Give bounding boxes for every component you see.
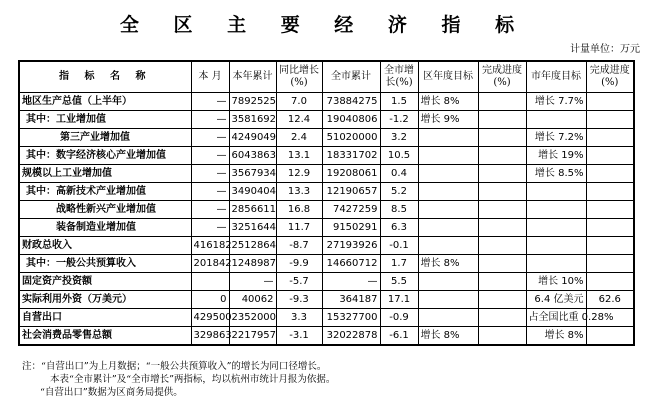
row-progress-1 [478, 273, 526, 291]
row-district-target [418, 309, 478, 327]
row-progress-1 [478, 291, 526, 309]
row-city-target: 增长 10% [526, 273, 586, 291]
row-city-target [526, 237, 586, 255]
row-city-yoy: 10.5 [380, 147, 418, 165]
row-progress-2 [586, 111, 634, 129]
row-city-target [526, 183, 586, 201]
row-yoy: 13.1 [276, 147, 322, 165]
row-yoy: 3.3 [276, 309, 322, 327]
row-progress-2 [586, 201, 634, 219]
row-yoy: 16.8 [276, 201, 322, 219]
row-ytd: 6043863 [229, 147, 276, 165]
row-name: 战略性新兴产业增加值 [19, 201, 191, 219]
row-progress-2 [586, 237, 634, 255]
row-name: 装备制造业增加值 [19, 219, 191, 237]
row-progress-1 [478, 309, 526, 327]
row-district-target: 增长 8% [418, 327, 478, 346]
row-city-ytd: 18331702 [322, 147, 380, 165]
row-name: 规模以上工业增加值 [19, 165, 191, 183]
row-progress-1 [478, 147, 526, 165]
row-yoy: 12.9 [276, 165, 322, 183]
row-city-target [526, 255, 586, 273]
row-progress-1 [478, 219, 526, 237]
row-name: 其中：数字经济核心产业增加值 [19, 147, 191, 165]
row-month [191, 273, 229, 291]
row-district-target [418, 201, 478, 219]
footnote-1: 注：“自营出口”为上月数据；“一般公共预算收入”的增长为同口径增长。 [22, 361, 327, 372]
row-month: 201842 [191, 255, 229, 273]
row-city-yoy: -1.2 [380, 111, 418, 129]
row-month: 0 [191, 291, 229, 309]
table-row [19, 147, 634, 165]
unit-label: 计量单位：万元 [570, 44, 640, 55]
row-month: — [191, 93, 229, 111]
row-month: — [191, 219, 229, 237]
row-ytd: — [229, 273, 276, 291]
row-city-target: 占全国比重 0.28% [526, 309, 586, 327]
row-progress-2 [586, 219, 634, 237]
row-city-target: 增长 8% [526, 327, 586, 346]
row-ytd: 2856611 [229, 201, 276, 219]
row-ytd: 3490404 [229, 183, 276, 201]
row-progress-1 [478, 129, 526, 147]
row-month: 429500 [191, 309, 229, 327]
header-yoy: 同比增长(%) [276, 61, 322, 93]
header-progress-1: 完成进度(%) [478, 61, 526, 93]
row-district-target: 增长 9% [418, 111, 478, 129]
row-city-ytd: 19040806 [322, 111, 380, 129]
row-month: 329863 [191, 327, 229, 346]
row-district-target [418, 147, 478, 165]
footnote-3: “自营出口”数据为区商务局提供。 [40, 387, 183, 398]
row-progress-2 [586, 129, 634, 147]
table-row [19, 111, 634, 129]
row-progress-1 [478, 93, 526, 111]
row-yoy: 11.7 [276, 219, 322, 237]
row-progress-1 [478, 201, 526, 219]
row-progress-2 [586, 255, 634, 273]
row-city-ytd: 15327700 [322, 309, 380, 327]
page-title: 全 区 主 要 经 济 指 标 [119, 14, 529, 36]
row-district-target: 增长 8% [418, 255, 478, 273]
row-month: — [191, 147, 229, 165]
row-city-ytd: 364187 [322, 291, 380, 309]
row-yoy: -3.1 [276, 327, 322, 346]
header-district-target: 区年度目标 [418, 61, 478, 93]
row-city-ytd: 12190657 [322, 183, 380, 201]
row-ytd: 2352000 [229, 309, 276, 327]
table-row [19, 273, 634, 291]
row-yoy: -5.7 [276, 273, 322, 291]
row-name: 财政总收入 [19, 237, 191, 255]
header-month: 本 月 [191, 61, 229, 93]
row-progress-2 [586, 327, 634, 346]
row-district-target [418, 291, 478, 309]
row-progress-2 [586, 93, 634, 111]
row-progress-1 [478, 237, 526, 255]
row-city-target: 增长 19% [526, 147, 586, 165]
header-name: 指 标 名 称 [19, 61, 191, 93]
row-city-yoy: 6.3 [380, 219, 418, 237]
row-city-target [526, 111, 586, 129]
row-progress-1 [478, 183, 526, 201]
row-city-yoy: 1.5 [380, 93, 418, 111]
header-city-target: 市年度目标 [526, 61, 586, 93]
row-progress-2 [586, 147, 634, 165]
row-ytd: 1248987 [229, 255, 276, 273]
row-month: 416182 [191, 237, 229, 255]
row-city-yoy: 1.7 [380, 255, 418, 273]
row-city-target: 增长 8.5% [526, 165, 586, 183]
row-city-yoy: -6.1 [380, 327, 418, 346]
row-yoy: -8.7 [276, 237, 322, 255]
row-city-ytd: 14660712 [322, 255, 380, 273]
row-progress-1 [478, 165, 526, 183]
row-district-target [418, 273, 478, 291]
row-ytd: 3567934 [229, 165, 276, 183]
footnote-2: 本表“全市累计”及“全市增长”两指标，均以杭州市统计月报为依据。 [50, 374, 336, 385]
row-name: 自营出口 [19, 309, 191, 327]
row-yoy: 12.4 [276, 111, 322, 129]
row-city-target: 6.4 亿美元 [526, 291, 586, 309]
row-name: 固定资产投资额 [19, 273, 191, 291]
row-city-yoy: 5.2 [380, 183, 418, 201]
row-district-target [418, 129, 478, 147]
row-city-yoy: 0.4 [380, 165, 418, 183]
row-city-ytd: 19208061 [322, 165, 380, 183]
row-name: 第三产业增加值 [19, 129, 191, 147]
row-district-target [418, 165, 478, 183]
row-name: 地区生产总值（上半年） [19, 93, 191, 111]
row-progress-1 [478, 327, 526, 346]
row-yoy: 7.0 [276, 93, 322, 111]
row-ytd: 3581692 [229, 111, 276, 129]
row-name: 其中：高新技术产业增加值 [19, 183, 191, 201]
row-month: — [191, 183, 229, 201]
row-ytd: 2512864 [229, 237, 276, 255]
row-ytd: 7892525 [229, 93, 276, 111]
row-yoy: 13.3 [276, 183, 322, 201]
row-city-ytd: 73884275 [322, 93, 380, 111]
row-district-target [418, 237, 478, 255]
row-progress-2 [586, 165, 634, 183]
table-row [19, 93, 634, 111]
row-district-target [418, 219, 478, 237]
row-ytd: 2217957 [229, 327, 276, 346]
table-header-row [19, 61, 634, 93]
row-city-ytd: 51020000 [322, 129, 380, 147]
row-district-target [418, 183, 478, 201]
row-progress-2 [586, 273, 634, 291]
row-city-yoy: -0.9 [380, 309, 418, 327]
header-city-ytd: 全市累计 [322, 61, 380, 93]
header-city-yoy: 全市增长(%) [380, 61, 418, 93]
row-city-yoy: 3.2 [380, 129, 418, 147]
table-row [19, 201, 634, 219]
row-city-ytd: 9150291 [322, 219, 380, 237]
row-yoy: -9.3 [276, 291, 322, 309]
indicators-table [18, 60, 635, 346]
table-row [19, 255, 634, 273]
row-ytd: 40062 [229, 291, 276, 309]
row-city-yoy: -0.1 [380, 237, 418, 255]
row-month: — [191, 201, 229, 219]
table-row [19, 309, 634, 327]
row-progress-2: 62.6 [586, 291, 634, 309]
row-month: — [191, 165, 229, 183]
row-city-target [526, 219, 586, 237]
row-progress-1 [478, 255, 526, 273]
row-city-target: 增长 7.2% [526, 129, 586, 147]
row-city-yoy: 17.1 [380, 291, 418, 309]
table-row [19, 327, 634, 346]
row-city-ytd: 7427259 [322, 201, 380, 219]
table-row [19, 165, 634, 183]
row-month: — [191, 129, 229, 147]
table-row [19, 237, 634, 255]
row-city-target [526, 201, 586, 219]
row-progress-1 [478, 111, 526, 129]
row-yoy: -9.9 [276, 255, 322, 273]
table-row [19, 291, 634, 309]
row-city-target: 增长 7.7% [526, 93, 586, 111]
table-row [19, 219, 634, 237]
row-name: 实际利用外资（万美元） [19, 291, 191, 309]
header-ytd: 本年累计 [229, 61, 276, 93]
table-row [19, 129, 634, 147]
row-ytd: 4249049 [229, 129, 276, 147]
row-name: 其中：一般公共预算收入 [19, 255, 191, 273]
row-month: — [191, 111, 229, 129]
footnotes [22, 360, 335, 399]
table-row [19, 183, 634, 201]
row-district-target: 增长 8% [418, 93, 478, 111]
row-yoy: 2.4 [276, 129, 322, 147]
row-city-yoy: 5.5 [380, 273, 418, 291]
row-ytd: 3251644 [229, 219, 276, 237]
row-city-yoy: 8.5 [380, 201, 418, 219]
row-city-ytd: 32022878 [322, 327, 380, 346]
header-progress-2: 完成进度(%) [586, 61, 634, 93]
row-name: 社会消费品零售总额 [19, 327, 191, 346]
row-progress-2 [586, 183, 634, 201]
row-city-ytd: 27193926 [322, 237, 380, 255]
row-city-ytd: — [322, 273, 380, 291]
row-name: 其中：工业增加值 [19, 111, 191, 129]
